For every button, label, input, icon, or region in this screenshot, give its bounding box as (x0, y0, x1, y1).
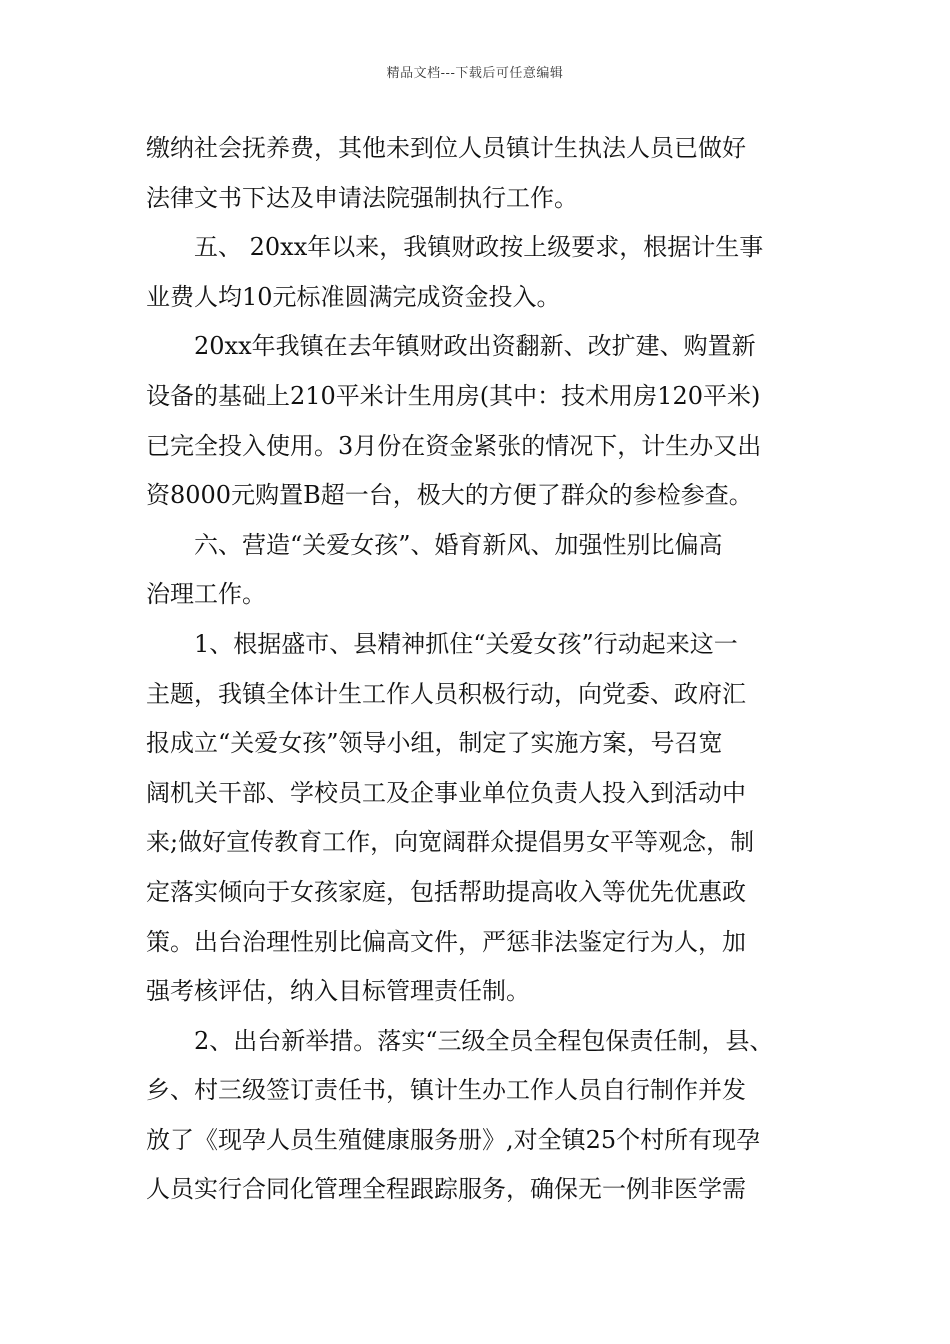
text-line: 报成立“关爱女孩”领导小组，制定了实施方案，号召宽 (146, 729, 723, 758)
text-line: 人员实行合同化管理全程跟踪服务，确保无一例非医学需 (146, 1175, 746, 1204)
page-header: 精品文档---下载后可任意编辑 (386, 66, 564, 81)
text-line: 策。出台治理性别比偏高文件，严惩非法鉴定行为人，加 (146, 927, 746, 956)
text-line: 强考核评估，纳入目标管理责任制。 (146, 977, 530, 1006)
text-line: 放了《现孕人员生殖健康服务册》,对全镇25个村所有现孕 (146, 1125, 761, 1154)
text-line: 阔机关干部、学校员工及企事业单位负责人投入到活动中 (146, 778, 746, 807)
text-line: 业费人均10元标准圆满完成资金投入。 (146, 282, 561, 311)
text-line: 来;做好宣传教育工作，向宽阔群众提倡男女平等观念，制 (146, 828, 755, 857)
text-line: 六、营造“关爱女孩”、婚育新风、加强性别比偏高 (194, 530, 723, 559)
text-line: 20xx年我镇在去年镇财政出资翻新、改扩建、购置新 (194, 332, 756, 361)
text-line: 主题，我镇全体计生工作人员积极行动，向党委、政府汇 (146, 679, 746, 708)
text-line: 1、根据盛市、县精神抓住“关爱女孩”行动起来这一 (194, 629, 738, 658)
text-line: 已完全投入使用。3月份在资金紧张的情况下，计生办又出 (146, 431, 762, 460)
text-line: 设备的基础上210平米计生用房(其中：技术用房120平米) (146, 381, 761, 410)
text-line: 资8000元购置B超一台，极大的方便了群众的参检参查。 (146, 481, 753, 510)
text-line: 乡、村三级签订责任书，镇计生办工作人员自行制作并发 (146, 1076, 746, 1105)
document-body (146, 124, 810, 1215)
text-line: 2、出台新举措。落实“三级全员全程包保责任制，县、 (194, 1026, 774, 1055)
text-line: 五、 20xx年以来，我镇财政按上级要求，根据计生事 (194, 233, 764, 262)
text-line: 治理工作。 (146, 580, 266, 609)
text-line: 定落实倾向于女孩家庭，包括帮助提高收入等优先优惠政 (146, 877, 746, 906)
text-line: 缴纳社会抚养费，其他未到位人员镇计生执法人员已做好 (146, 134, 746, 162)
text-line: 法律文书下达及申请法院强制执行工作。 (146, 183, 578, 212)
